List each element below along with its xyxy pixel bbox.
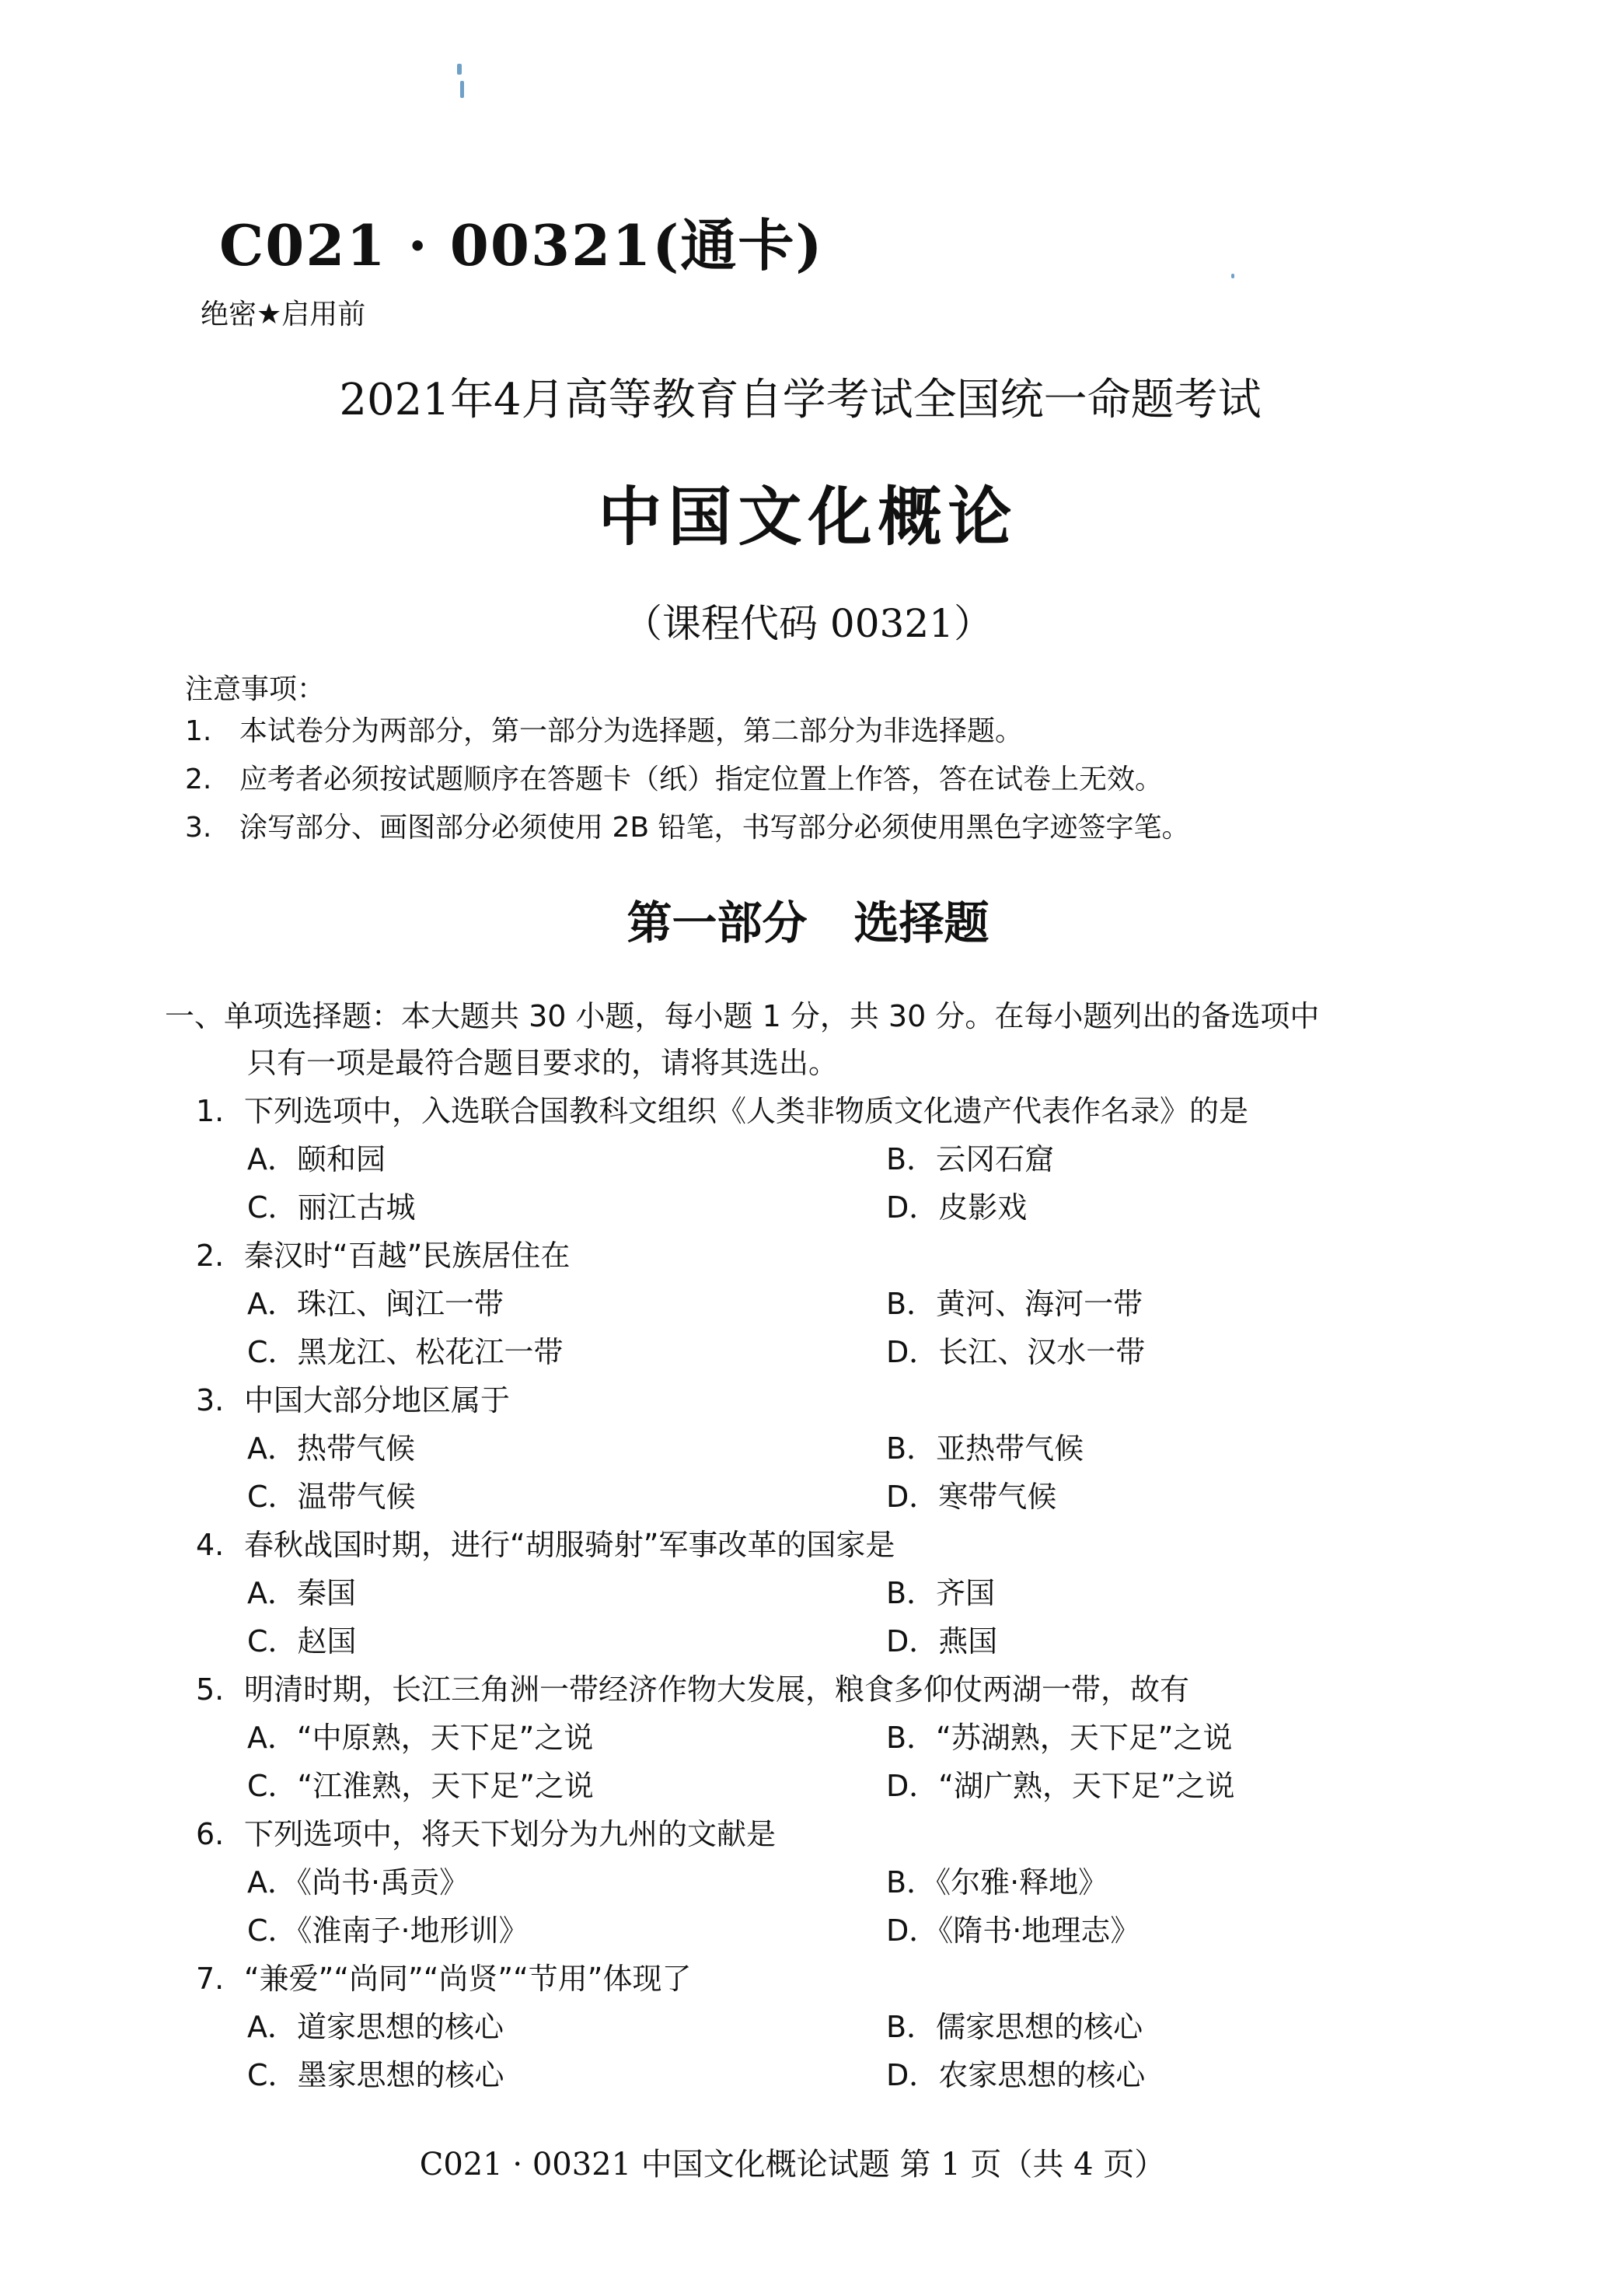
section-instruction-line2: 只有一项是最符合题目要求的，请将其选出。 <box>247 1046 839 1080</box>
option-d: D．长江、汉水一带 <box>886 1335 1146 1369</box>
question-number: 2. <box>196 1239 225 1273</box>
option-b: B．儒家思想的核心 <box>886 2010 1143 2044</box>
option-b: B．亚热带气候 <box>886 1431 1084 1466</box>
option-d: D．燕国 <box>886 1624 998 1658</box>
option-a: A．颐和园 <box>247 1142 386 1176</box>
section-instruction-line1: 一、单项选择题：本大题共 30 小题，每小题 1 分，共 30 分。在每小题列出的备选项中 <box>165 999 1320 1033</box>
option-a: A．《尚书·禹贡》 <box>247 1865 469 1899</box>
question-text: 下列选项中，入选联合国教科文组织《人类非物质文化遗产代表作名录》的是 <box>244 1094 1249 1128</box>
option-c: C．黑龙江、松花江一带 <box>247 1335 564 1369</box>
option-b: B．“苏湖熟，天下足”之说 <box>886 1721 1233 1755</box>
question-number: 1. <box>196 1094 225 1128</box>
page-footer: C021 · 00321 中国文化概论试题 第 1 页（共 4 页） <box>419 2147 1166 2182</box>
notice-number: 2. <box>185 764 212 795</box>
notice-number: 3. <box>185 812 212 844</box>
question-stem <box>196 1955 692 1997</box>
course-code: （课程代码 00321） <box>623 601 993 646</box>
question-stem <box>196 1376 510 1419</box>
question-number: 7. <box>196 1962 225 1996</box>
scan-speck <box>457 64 462 75</box>
option-c: C．赵国 <box>247 1624 357 1658</box>
question-text: 明清时期，长江三角洲一带经济作物大发展，粮食多仰仗两湖一带，故有 <box>244 1672 1190 1707</box>
notice-text: 本试卷分为两部分，第一部分为选择题，第二部分为非选择题。 <box>239 715 1024 747</box>
question-stem <box>196 1521 895 1564</box>
option-a: A．“中原熟，天下足”之说 <box>247 1721 594 1755</box>
option-b: B．齐国 <box>886 1576 996 1610</box>
option-b: B．云冈石窟 <box>886 1142 1055 1176</box>
part-title <box>0 886 1616 952</box>
scan-speck <box>1231 274 1234 278</box>
notice-text: 应考者必须按试题顺序在答题卡（纸）指定位置上作答，答在试卷上无效。 <box>239 764 1164 795</box>
question-stem <box>196 1665 1189 1708</box>
question-text: 春秋战国时期，进行“胡服骑射”军事改革的国家是 <box>244 1528 895 1562</box>
subject-title: 中国文化概论 <box>598 480 1018 554</box>
question-text: 秦汉时“百越”民族居住在 <box>244 1239 571 1273</box>
notice-item <box>185 757 1163 797</box>
scan-speck <box>460 81 464 98</box>
option-d: D．“湖广熟，天下足”之说 <box>886 1769 1235 1803</box>
question-stem <box>196 1087 1248 1130</box>
notice-text: 涂写部分、画图部分必须使用 2B 铅笔，书写部分必须使用黑色字迹签字笔。 <box>239 812 1190 844</box>
question-stem <box>196 1810 776 1853</box>
option-c: C．《淮南子·地形训》 <box>247 1913 529 1948</box>
paper-code: C021 · 00321(通卡) <box>219 212 824 278</box>
option-d: D．皮影戏 <box>886 1190 1028 1225</box>
option-c: C．丽江古城 <box>247 1190 416 1225</box>
option-b: B．《尔雅·释地》 <box>886 1865 1108 1899</box>
part-title-type: 选择题 <box>853 896 989 949</box>
option-d: D．寒带气候 <box>886 1480 1057 1514</box>
question-text: “兼爱”“尚同”“尚贤”“节用”体现了 <box>244 1962 692 1996</box>
option-b: B．黄河、海河一带 <box>886 1287 1143 1321</box>
question-number: 3. <box>196 1383 225 1417</box>
question-stem <box>196 1232 570 1274</box>
exam-title: 2021年4月高等教育自学考试全国统一命题考试 <box>339 375 1262 425</box>
option-d: D．农家思想的核心 <box>886 2058 1146 2092</box>
option-d: D．《隋书·地理志》 <box>886 1913 1140 1948</box>
notice-item <box>185 709 1023 749</box>
question-number: 4. <box>196 1528 225 1562</box>
question-text: 中国大部分地区属于 <box>244 1383 511 1417</box>
option-c: C．温带气候 <box>247 1480 416 1514</box>
question-text: 下列选项中，将天下划分为九州的文献是 <box>244 1817 777 1851</box>
secret-label: 绝密★启用前 <box>201 299 366 330</box>
option-c: C．墨家思想的核心 <box>247 2058 504 2092</box>
option-a: A．珠江、闽江一带 <box>247 1287 504 1321</box>
option-a: A．秦国 <box>247 1576 356 1610</box>
notice-heading: 注意事项： <box>185 673 326 705</box>
question-number: 5. <box>196 1672 225 1707</box>
question-number: 6. <box>196 1817 225 1851</box>
option-a: A．热带气候 <box>247 1431 415 1466</box>
option-c: C．“江淮熟，天下足”之说 <box>247 1769 594 1803</box>
notice-item <box>185 806 1190 845</box>
option-a: A．道家思想的核心 <box>247 2010 504 2044</box>
part-title-number: 第一部分 <box>627 896 808 949</box>
notice-number: 1. <box>185 715 212 747</box>
